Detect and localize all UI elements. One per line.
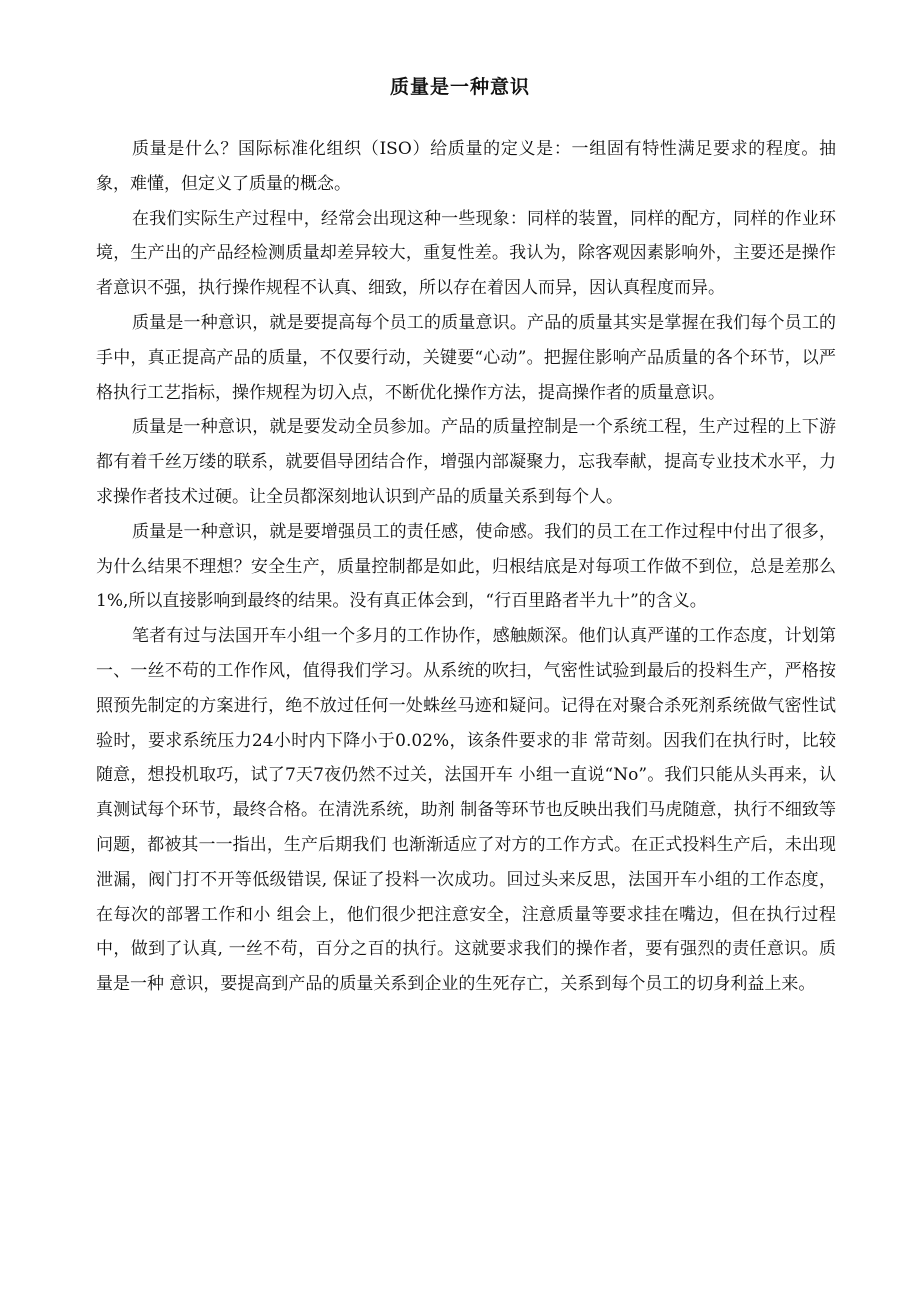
paragraph-production-phenomenon: 在我们实际生产过程中，经常会出现这种一些现象：同样的装置，同样的配方，同样的作业环境，生产出的产品经检测质量却差异较大，重复性差。我认为，除客观因素影响外，主要还是操作者意识不强，执行操作规程不认真、细致，所以存在着因人而异，因认真程度而异。 — [96, 208, 836, 299]
document-title: 质量是一种意识 — [389, 76, 530, 98]
paragraph-definition: 质量是什么？国际标准化组织（ISO）给质量的定义是：一组固有特性满足要求的程度。抽象，难懂，但定义了质量的概念。 — [96, 139, 836, 194]
paragraph-quality-awareness: 质量是一种意识，就是要提高每个员工的质量意识。产品的质量其实是掌握在我们每个员工的手中，真正提高产品的质量，不仅要行动，关键要“心动”。把握住影响产品质量的各个环节，以严格执行工艺指标，操作规程为切入点，不断优化操作方法，提高操作者的质量意识。 — [96, 312, 836, 403]
document-body — [96, 132, 836, 1002]
paragraph-full-participation: 质量是一种意识，就是要发动全员参加。产品的质量控制是一个系统工程，生产过程的上下游都有着千丝万缕的联系，就要倡导团结合作，增强内部凝聚力，忘我奉献，提高专业技术水平，力求操作者技术过硬。让全员都深刻地认识到产品的质量关系到每个人。 — [96, 417, 836, 507]
paragraph-french-team-experience: 笔者有过与法国开车小组一个多月的工作协作，感触颇深。他们认真严谨的工作态度，计划第一、一丝不苟的工作作风，值得我们学习。从系统的吹扫，气密性试验到最后的投料生产，严格按照预先制定的方案进行，绝不放过任何一处蛛丝马迹和疑问。记得在对聚合杀死剂系统做气密性试验时，要求系统压力24小时内下降小于0.02%，该条件要求的非 常苛刻。因我们在执行时，比较随意，想投机取巧，试了7天7夜仍然不过关，法国开车 小组一直说“No”。我们只能从头再来，认真测试每个环节，最终合格。在清洗系统，助剂 制备等环节也反映出我们马虎随意，执行不细致等问题，都被其一一指出，生产后期我们 也渐渐适应了对方的工作方式。在正式投料生产后，未出现泄漏，阀门打不开等低级错误, 保证了投料一次成功。回过头来反思，法国开车小组的工作态度，在每次的部署工作和小 组会上，他们很少把注意安全，注意质量等要求挂在嘴边，但在执行过程中，做到了认真, 一丝不苟，百分之百的执行。这就要求我们的操作者，要有强烈的责任意识。质量是一种 意识，要提高到产品的质量关系到企业的生死存亡，关系到每个员工的切身利益上来。 — [96, 626, 836, 995]
paragraph-responsibility: 质量是一种意识，就是要增强员工的责任感，使命感。我们的员工在工作过程中付出了很多，为什么结果不理想？安全生产，质量控制都是如此，归根结底是对每项工作做不到位，总是差那么1%,所以直接影响到最终的结果。没有真正体会到，“行百里路者半九十”的含义。 — [96, 521, 836, 612]
